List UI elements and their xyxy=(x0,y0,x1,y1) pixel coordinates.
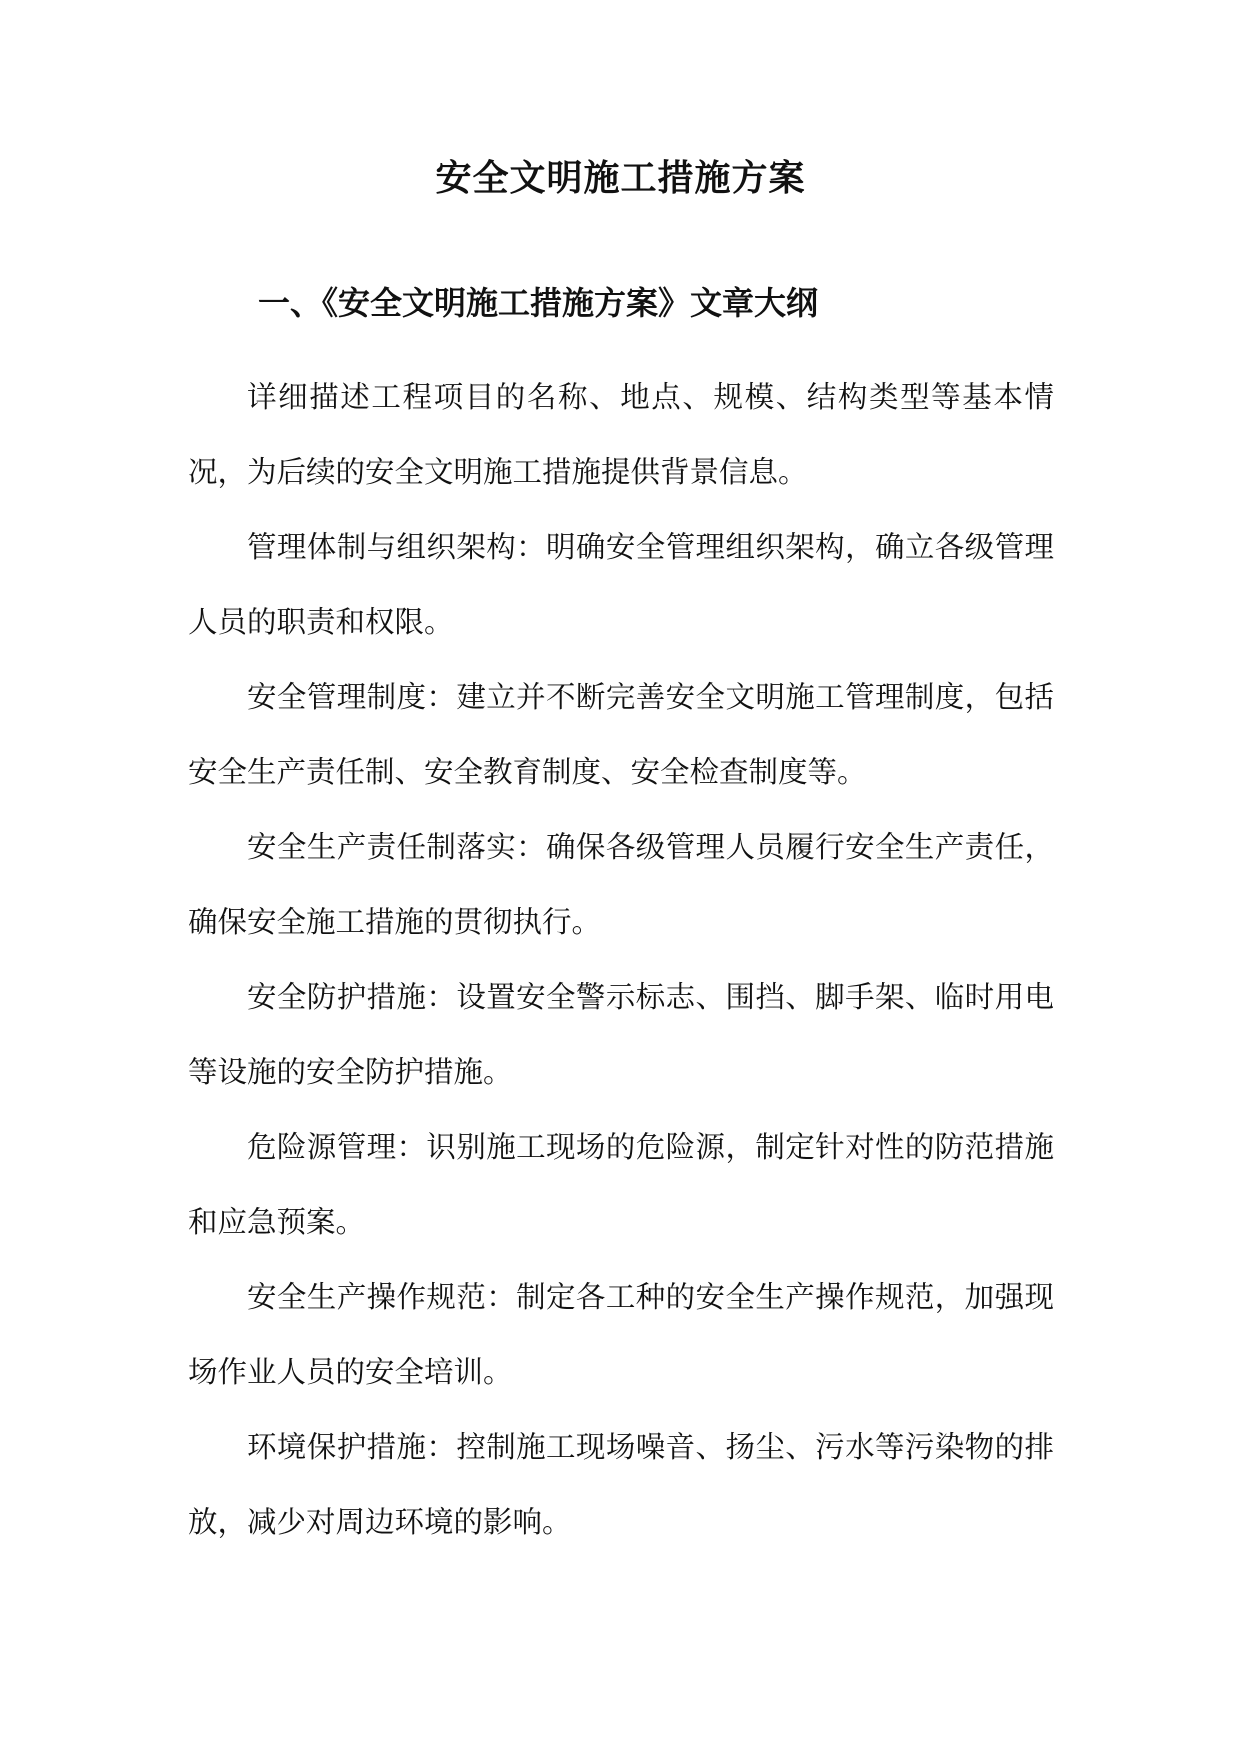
paragraph-project-overview: 详细描述工程项目的名称、地点、规模、结构类型等基本情况，为后续的安全文明施工措施提供背景信息。 xyxy=(188,380,1054,489)
paragraph-hazard-management: 危险源管理：识别施工现场的危险源，制定针对性的防范措施和应急预案。 xyxy=(188,1130,1054,1239)
paragraph-management-structure: 管理体制与组织架构：明确安全管理组织架构，确立各级管理人员的职责和权限。 xyxy=(188,530,1054,639)
paragraph-responsibility: 安全生产责任制落实：确保各级管理人员履行安全生产责任，确保安全施工措施的贯彻执行。 xyxy=(188,830,1054,939)
paragraph-environment-protection: 环境保护措施：控制施工现场噪音、扬尘、污水等污染物的排放，减少对周边环境的影响。 xyxy=(188,1430,1054,1539)
document-title: 安全文明施工措施方案 xyxy=(435,157,806,199)
section-heading-outline: 一、《安全文明施工措施方案》文章大纲 xyxy=(258,284,819,322)
paragraph-safety-rules: 安全管理制度：建立并不断完善安全文明施工管理制度，包括安全生产责任制、安全教育制度、安全检查制度等。 xyxy=(188,680,1054,789)
paragraph-operation-rules: 安全生产操作规范：制定各工种的安全生产操作规范，加强现场作业人员的安全培训。 xyxy=(188,1280,1054,1389)
paragraph-protection-measures: 安全防护措施：设置安全警示标志、围挡、脚手架、临时用电等设施的安全防护措施。 xyxy=(188,980,1054,1089)
document-body xyxy=(188,360,1054,1560)
